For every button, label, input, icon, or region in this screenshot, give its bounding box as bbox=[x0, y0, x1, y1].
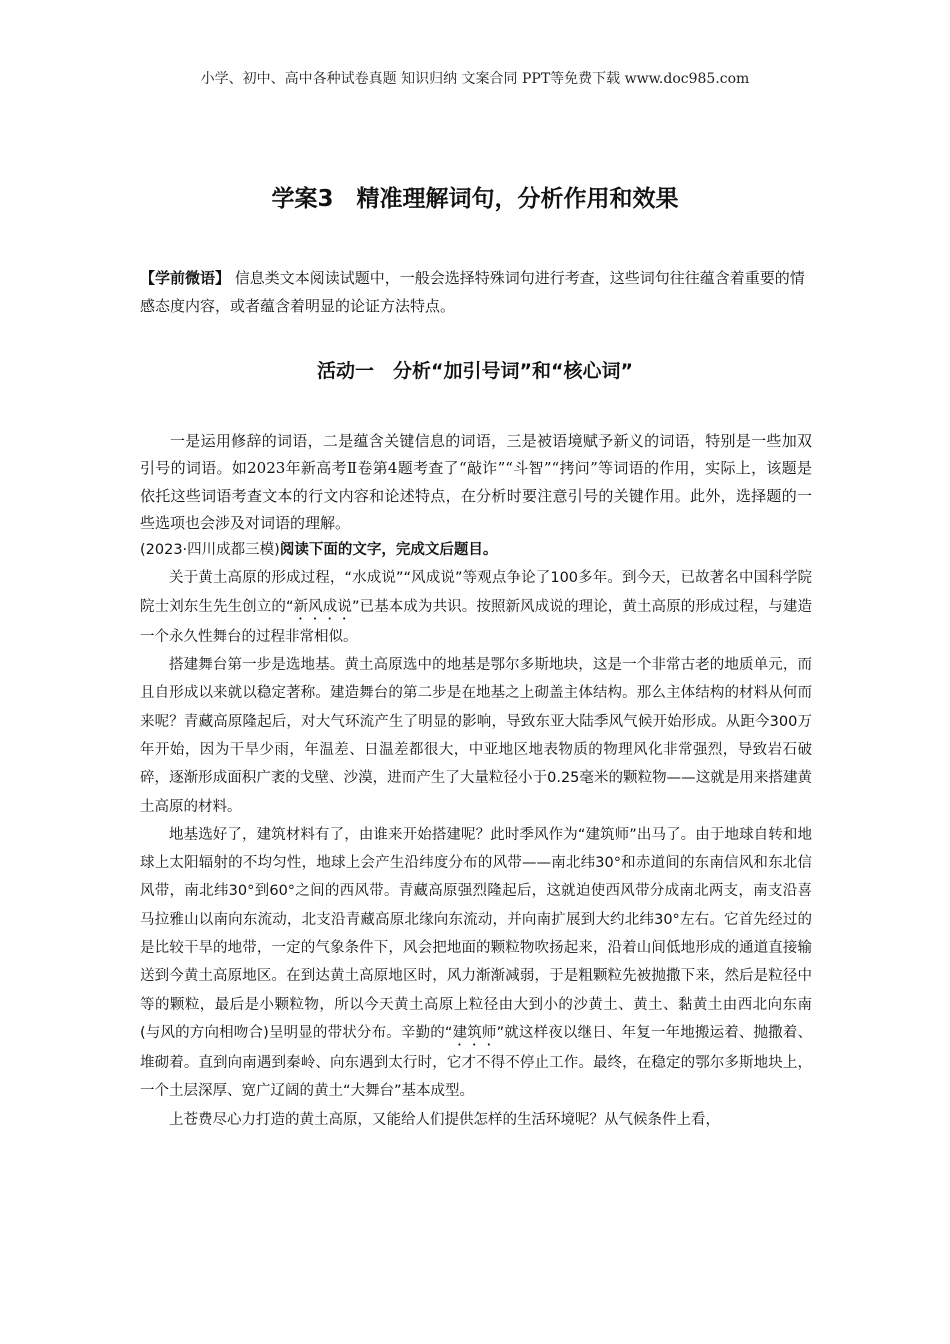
source-origin: (2023·四川成都三模) bbox=[140, 542, 280, 559]
main-body bbox=[140, 428, 812, 1134]
emphasized-term-architect: 建筑师 bbox=[452, 1024, 497, 1041]
source-instruction: 阅读下面的文字，完成文后题目。 bbox=[279, 542, 498, 559]
reading-passage bbox=[140, 564, 812, 1133]
passage-p3-text-a: 地基选好了，建筑材料有了，由谁来开始搭建呢？此时季风作为“建筑师”出马了。由于地球自转和地球上太阳辐射的不均匀性，地球上会产生沿纬度分布的风带——南北纬30°和赤道间的东南信风和东北信风带，南北纬30°到60°之间的西风带。青藏高原强烈隆起后，这就迫使西风带分成南北两支，南支沿喜马拉雅山以南向东流动，北支沿青藏高原北缘向东流动，并向南扩展到大约北纬30°左右。它首先经过的是比较干旱的地带，一定的气象条件下，风会把地面的颗粒物吹扬起来，沿着山间低地形成的通道直接输送到今黄土高原地区。在到达黄土高原地区时，风力渐渐减弱，于是粗颗粒先被抛撒下来，然后是粒径中等的颗粒，最后是小颗粒物，所以今天黄土高原上粒径由大到小的沙黄土、黄土、黏黄土由西北向东南(与风的方向相吻合)呈明显的带状分布。辛勤的“ bbox=[140, 826, 812, 1041]
section-title: 活动一 分析“加引号词”和“核心词” bbox=[317, 360, 633, 382]
passage-paragraph-4: 上苍费尽心力打造的黄土高原，又能给人们提供怎样的生活环境呢？从气候条件上看， bbox=[169, 1111, 720, 1128]
guide-paragraph: 一是运用修辞的词语，二是蕴含关键信息的词语，三是被语境赋予新义的词语，特别是一些加双引号的词语。如2023年新高考Ⅱ卷第4题考查了“敲诈”“斗智”“拷问”等词语的作用，实际上，该题是依托这些词语考查文本的行文内容和论述特点，在分析时要注意引号的关键作用。此外，选择题的一些选项也会涉及对词语的理解。 bbox=[140, 432, 812, 532]
passage-p1-text-a: 关于黄土高原的形成过程，“水成说”“风成说”等观点争论了100多年。到今天，已故著名中国科学院院士刘东生先生创立的“ bbox=[140, 570, 812, 615]
emphasized-term-new-wind-theory: 新风成说 bbox=[293, 598, 352, 615]
source-line bbox=[140, 537, 812, 564]
passage-p1-text-b: ”已基本成为共识。按照新风成说的理论，黄土高原的形成过程，与建造一个永久性舞台的过程非常相似。 bbox=[140, 598, 813, 645]
intro-block bbox=[140, 264, 812, 320]
intro-text: 信息类文本阅读试题中，一般会选择特殊词句进行考查，这些词句往往蕴含着重要的情感态度内容，或者蕴含着明显的论证方法特点。 bbox=[140, 269, 805, 315]
page-header: 小学、初中、高中各种试卷真题 知识归纳 文案合同 PPT等免费下载 www.doc985.com bbox=[200, 71, 750, 87]
passage-paragraph-2: 搭建舞台第一步是选地基。黄土高原选中的地基是鄂尔多斯地块，这是一个非常古老的地质单元，而且自形成以来就以稳定著称。建造舞台的第二步是在地基之上砌盖主体结构。那么主体结构的材料从何而来呢？青藏高原隆起后，对大气环流产生了明显的影响，导致东亚大陆季风气候开始形成。从距今300万年开始，因为干旱少雨，年温差、日温差都很大，中亚地区地表物质的物理风化非常强烈，导致岩石破碎，逐渐形成面积广袤的戈壁、沙漠，进而产生了大量粒径小于0.25毫米的颗粒物——这就是用来搭建黄土高原的材料。 bbox=[140, 657, 812, 815]
passage-paragraph-3 bbox=[140, 821, 812, 1106]
passage-paragraph-1 bbox=[140, 564, 812, 651]
intro-label: 【学前微语】 bbox=[140, 269, 231, 287]
page-title: 学案3 精准理解词句，分析作用和效果 bbox=[271, 186, 679, 212]
passage-p3-text-b: ”就这样夜以继日、年复一年地搬运着、抛撒着、堆砌着。直到向南遇到秦岭、向东遇到太行时，它才不得不停止工作。最终，在稳定的鄂尔多斯地块上，一个土层深厚、宽广辽阔的黄土“大舞台”基本成型。 bbox=[140, 1024, 813, 1100]
